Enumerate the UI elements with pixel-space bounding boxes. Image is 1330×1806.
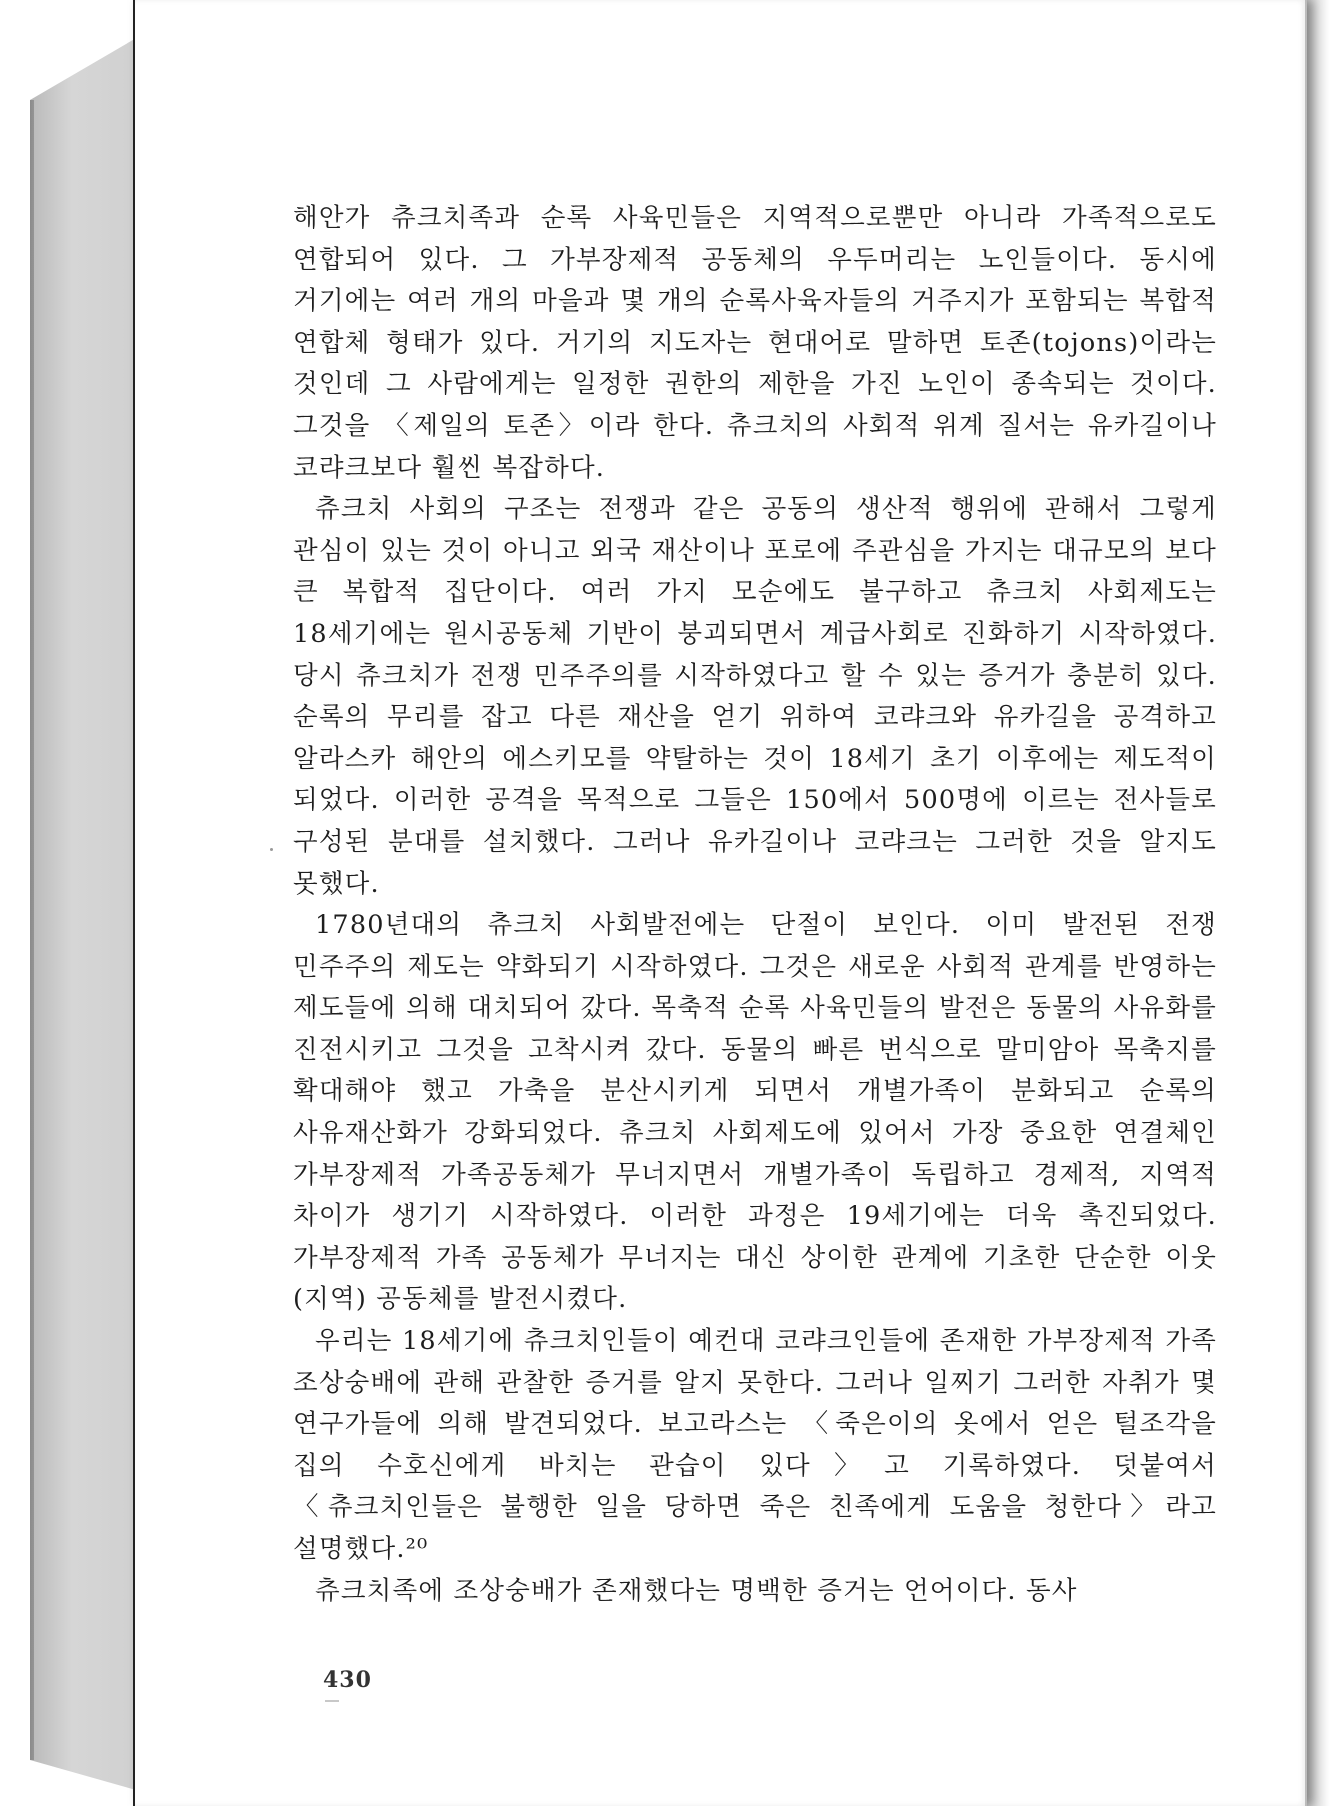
margin-mark bbox=[270, 848, 273, 851]
paragraph-3: 1780년대의 츄크치 사회발전에는 단절이 보인다. 이미 발전된 전쟁 민주주의 제도는 약화되기 시작하였다. 그것은 새로운 사회적 관계를 반영하는 제도들에 의해 대치되어 갔다. 목축적 순록 사육민들의 발전은 동물의 사유화를 진전시키고 그것을 고착시켜 갔다. 동물의 빠른 번식으로 말미암아 목축지를 확대해야 했고 가축을 분산시키게 되면서 개별가족이 분화되고 순록의 사유재산화가 강화되었다. 츄크치 사회제도에 있어서 가장 중요한 연결체인 가부장제적 가족공동체가 무너지면서 개별가족이 독립하고 경제적, 지역적 차이가 생기기 시작하였다. 이러한 과정은 19세기에는 더욱 촉진되었다. 가부장제적 가족 공동체가 무너지는 대신 상이한 관계에 기초한 단순한 이웃(지역) 공동체를 발전시켰다. bbox=[293, 910, 1217, 1315]
paragraph-2: 츄크치 사회의 구조는 전쟁과 같은 공동의 생산적 행위에 관해서 그렇게 관심이 있는 것이 아니고 외국 재산이나 포로에 주관심을 가지는 대규모의 보다 큰 복합적 집단이다. 여러 가지 모순에도 불구하고 츄크치 사회제도는 18세기에는 원시공동체 기반이 붕괴되면서 계급사회로 진화하기 시작하였다. 당시 츄크치가 전쟁 민주주의를 시작하였다고 할 수 있는 증거가 충분히 있다. 순록의 무리를 잡고 다른 재산을 얻기 위하여 코랴크와 유카길을 공격하고 알라스카 해안의 에스키모를 약탈하는 것이 18세기 초기 이후에는 제도적이 되었다. 이러한 공격을 목적으로 그들은 150에서 500명에 이르는 전사들로 구성된 분대를 설치했다. 그러나 유카길이나 코랴크는 그러한 것을 알지도 못했다. bbox=[293, 494, 1217, 899]
page-number-underline bbox=[325, 1700, 339, 1702]
body-text bbox=[293, 198, 1217, 1612]
page-shadow bbox=[1305, 0, 1330, 1806]
paragraph-4: 우리는 18세기에 츄크치인들이 예컨대 코랴크인들에 존재한 가부장제적 가족 조상숭배에 관해 관찰한 증거를 알지 못한다. 그러나 일찌기 그러한 자취가 몇 연구가들에 의해 발견되었다. 보고라스는 〈죽은이의 옷에서 얻은 털조각을 집의 수호신에게 바치는 관습이 있다〉고 기록하였다. 덧붙여서 〈츄크치인들은 불행한 일을 당하면 죽은 친족에게 도움을 청한다〉라고 설명했다.²⁰ bbox=[293, 1326, 1217, 1564]
book-spine bbox=[30, 30, 150, 1794]
paragraph-1: 해안가 츄크치족과 순록 사육민들은 지역적으로뿐만 아니라 가족적으로도 연합되어 있다. 그 가부장제적 공동체의 우두머리는 노인들이다. 동시에 거기에는 여러 개의 마을과 몇 개의 순록사육자들의 거주지가 포함되는 복합적 연합체 형태가 있다. 거기의 지도자는 현대어로 말하면 토존(tojons)이라는 것인데 그 사람에게는 일정한 권한의 제한을 가진 노인이 종속되는 것이다. 그것을 〈제일의 토존〉이라 한다. 츄크치의 사회적 위계 질서는 유카길이나 코랴크보다 훨씬 복잡하다. bbox=[293, 203, 1217, 483]
page-number: 430 bbox=[323, 1667, 372, 1693]
paragraph-5: 츄크치족에 조상숭배가 존재했다는 명백한 증거는 언어이다. 동사 bbox=[315, 1575, 1078, 1606]
